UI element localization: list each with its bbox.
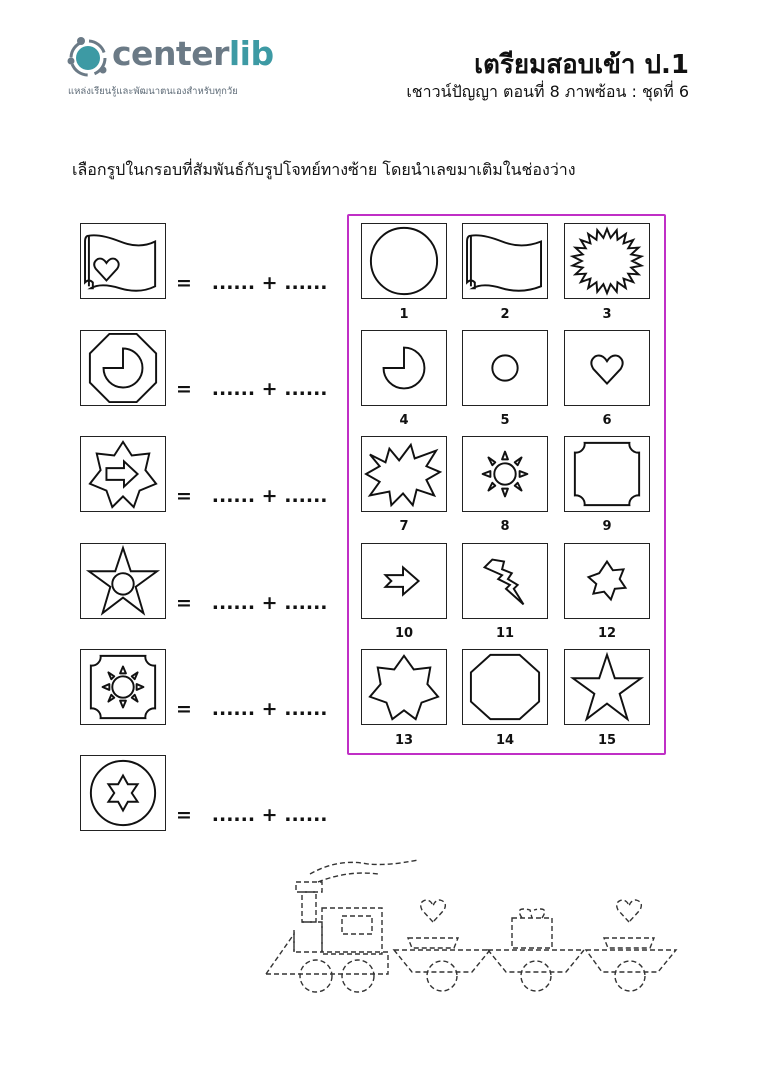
circle-icon	[362, 224, 446, 298]
sunburst-icon	[565, 224, 649, 298]
logo-tagline: แหล่งเรียนรู้และพัฒนาตนเองสำหรับทุกวัย	[68, 86, 238, 97]
notched-frame-icon	[565, 437, 649, 511]
option-11-number: 11	[495, 626, 515, 641]
option-5-box[interactable]	[462, 330, 548, 406]
octagon-icon	[463, 650, 547, 724]
option-4-box[interactable]	[361, 330, 447, 406]
dashed-train-illustration	[258, 852, 678, 997]
option-8-number: 8	[500, 519, 510, 534]
option-4-number: 4	[399, 413, 409, 428]
star-arrow-icon	[81, 437, 165, 511]
option-7-number: 7	[399, 519, 409, 534]
page-subtitle: เชาวน์ปัญญา ตอนที่ 8 ภาพซ้อน : ชุดที่ 6	[406, 82, 689, 101]
option-13-box[interactable]	[361, 649, 447, 725]
logo-wordmark: centerlib	[112, 34, 274, 73]
option-10-box[interactable]	[361, 543, 447, 619]
question-6-box	[80, 755, 166, 831]
question-5-equation[interactable]: = ...... + ......	[176, 698, 328, 720]
logo-icon	[66, 34, 110, 78]
option-8-box[interactable]	[462, 436, 548, 512]
option-7-box[interactable]	[361, 436, 447, 512]
star-icon	[565, 650, 649, 724]
question-1-box	[80, 223, 166, 299]
option-2-box[interactable]	[462, 223, 548, 299]
flag-heart-icon	[81, 224, 165, 298]
small-star-icon	[565, 544, 649, 618]
option-13-number: 13	[394, 733, 414, 748]
sunburst-shape	[573, 229, 642, 293]
option-5-number: 5	[500, 413, 510, 428]
option-3-number: 3	[602, 307, 612, 322]
seven-point-star-icon	[362, 650, 446, 724]
option-10-number: 10	[394, 626, 414, 641]
question-4-box	[80, 543, 166, 619]
option-6-number: 6	[602, 413, 612, 428]
question-2-equation[interactable]: = ...... + ......	[176, 378, 328, 400]
explosion-icon	[362, 437, 446, 511]
option-11-box[interactable]	[462, 543, 548, 619]
pie-icon	[362, 331, 446, 405]
flag-icon	[463, 224, 547, 298]
small-circle-icon	[463, 331, 547, 405]
frame-sun-icon	[81, 650, 165, 724]
option-2-number: 2	[500, 307, 510, 322]
option-12-box[interactable]	[564, 543, 650, 619]
option-14-box[interactable]	[462, 649, 548, 725]
instruction-text: เลือกรูปในกรอบที่สัมพันธ์กับรูปโจทย์ทางซ้าย โดยนำเลขมาเติมในช่องว่าง	[72, 160, 576, 179]
option-6-box[interactable]	[564, 330, 650, 406]
lightning-icon	[463, 544, 547, 618]
option-9-number: 9	[602, 519, 612, 534]
question-4-equation[interactable]: = ...... + ......	[176, 592, 328, 614]
question-2-box	[80, 330, 166, 406]
option-15-number: 15	[597, 733, 617, 748]
arrow-icon	[362, 544, 446, 618]
question-6-equation[interactable]: = ...... + ......	[176, 804, 328, 826]
question-5-box	[80, 649, 166, 725]
option-12-number: 12	[597, 626, 617, 641]
option-1-box[interactable]	[361, 223, 447, 299]
option-3-box[interactable]	[564, 223, 650, 299]
question-1-equation[interactable]: = ...... + ......	[176, 272, 328, 294]
question-3-equation[interactable]: = ...... + ......	[176, 485, 328, 507]
option-15-box[interactable]	[564, 649, 650, 725]
star-circle-icon	[81, 544, 165, 618]
option-14-number: 14	[495, 733, 515, 748]
sun-icon	[463, 437, 547, 511]
page-title: เตรียมสอบเข้า ป.1	[474, 50, 689, 80]
option-9-box[interactable]	[564, 436, 650, 512]
circle-star-icon	[81, 756, 165, 830]
heart-icon	[565, 331, 649, 405]
option-1-number: 1	[399, 307, 409, 322]
octagon-pie-icon	[81, 331, 165, 405]
question-3-box	[80, 436, 166, 512]
